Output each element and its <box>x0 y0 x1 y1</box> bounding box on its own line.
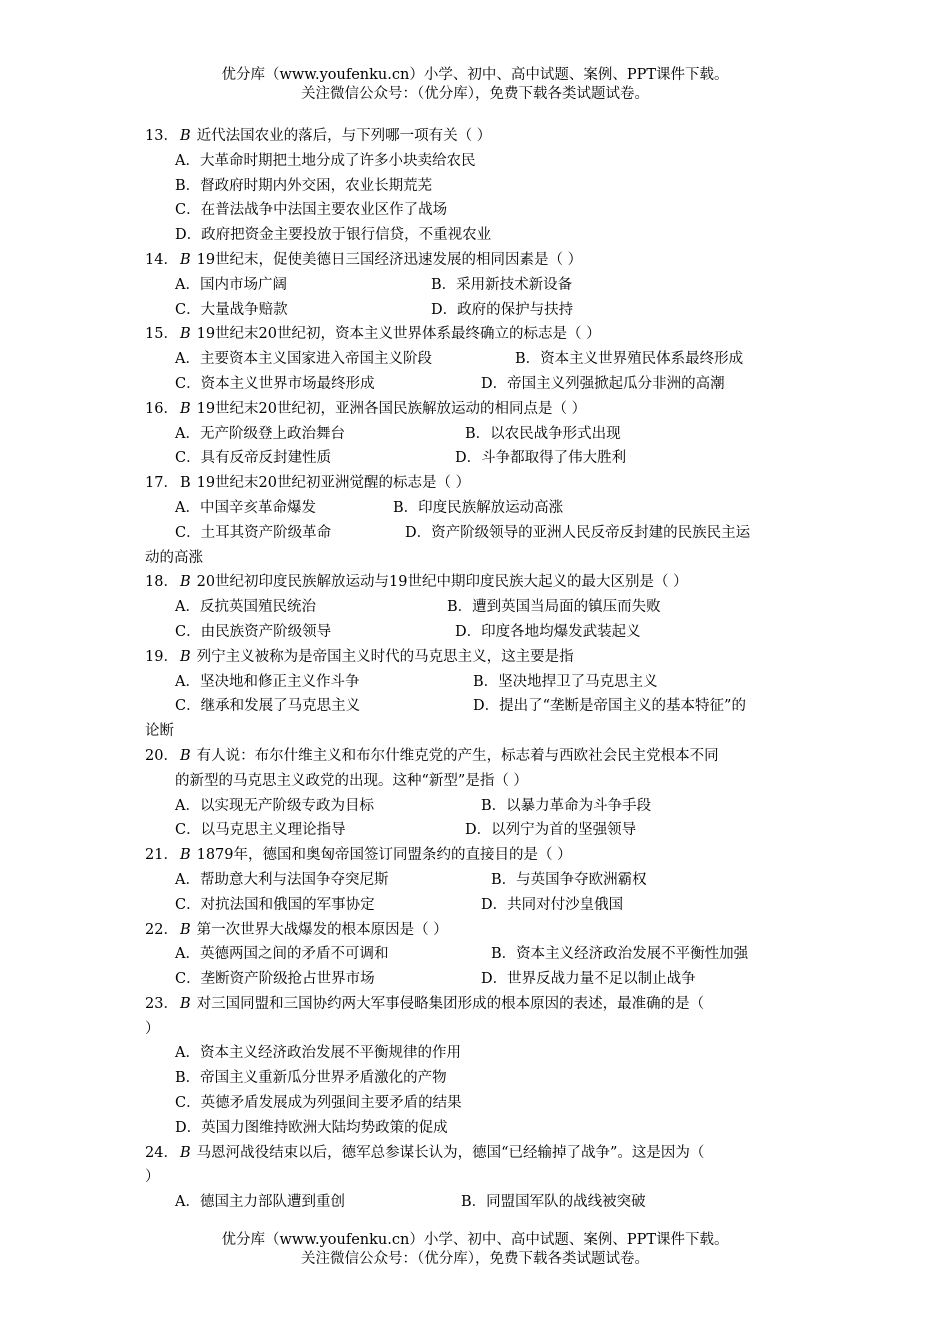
question-19-option-d-continued: 论断 <box>145 723 174 740</box>
question-16-options-ab <box>145 422 810 447</box>
question-22-options-ab <box>145 942 810 967</box>
question-17-option-d-continued: 动的高涨 <box>145 549 203 566</box>
question-21-option-d: D．共同对付沙皇俄国 <box>481 896 624 913</box>
question-16-stem: 16． B 19世纪末20世纪初，亚洲各国民族解放运动的相同点是（ ） <box>145 400 587 417</box>
question-22-option-b: B．资本主义经济政治发展不平衡性加强 <box>491 946 749 963</box>
footer-line-1: 优分库（www.youfenku.cn）小学、初中、高中试题、案例、PPT课件下载。 <box>221 1232 729 1248</box>
question-18-stem: 18． B 20世纪初印度民族解放运动与19世纪中期印度民族大起义的最大区别是（ ） <box>145 574 688 591</box>
question-21-option-c: C．对抗法国和俄国的军事协定 <box>175 896 375 913</box>
question-20-options-cd <box>145 818 810 843</box>
question-20-option-d: D．以列宁为首的坚强领导 <box>465 822 637 839</box>
question-15-option-c: C．资本主义世界市场最终形成 <box>175 375 375 392</box>
question-17-options-cd <box>145 521 810 546</box>
question-23-stem: 23． B 对三国同盟和三国协约两大军事侵略集团形成的根本原因的表述，最准确的是（ <box>145 995 705 1012</box>
question-14-stem: 14． B 19世纪末，促使美德日三国经济迅速发展的相同因素是（ ） <box>145 251 583 268</box>
question-21-options-ab <box>145 868 810 893</box>
question-24-option-b: B．同盟国军队的战线被突破 <box>461 1194 646 1211</box>
question-16-option-d: D．斗争都取得了伟大胜利 <box>455 450 627 467</box>
question-13-option-a: A．大革命时期把土地分成了许多小块卖给农民 <box>175 152 476 169</box>
question-18-option-a: A．反抗英国殖民统治 <box>175 599 316 616</box>
question-14-option-c: C．大量战争赔款 <box>175 301 288 318</box>
question-13-stem: 13． B 近代法国农业的落后，与下列哪一项有关（ ） <box>145 128 492 144</box>
question-20-options-ab <box>145 794 810 819</box>
question-17-option-a: A．中国辛亥革命爆发 <box>175 499 316 516</box>
question-17-options-ab <box>145 496 810 521</box>
question-22-options-cd <box>145 967 810 992</box>
question-list <box>145 124 810 1215</box>
question-19-option-a: A．坚决地和修正主义作斗争 <box>175 673 360 690</box>
question-16-options-cd <box>145 446 810 471</box>
question-18-option-c: C．由民族资产阶级领导 <box>175 623 332 640</box>
question-15-stem: 15． B 19世纪末20世纪初，资本主义世界体系最终确立的标志是（ ） <box>145 326 601 343</box>
header-line-1: 优分库（www.youfenku.cn）小学、初中、高中试题、案例、PPT课件下载。 <box>221 67 729 83</box>
question-15-option-d: D．帝国主义列强掀起瓜分非洲的高潮 <box>481 375 725 392</box>
question-22-option-d: D．世界反战力量不足以制止战争 <box>481 971 696 988</box>
question-14-option-a: A．国内市场广阔 <box>175 276 287 293</box>
question-13-option-d: D．政府把资金主要投放于银行信贷，不重视农业 <box>175 227 492 244</box>
footer-line-2: 关注微信公众号：（优分库），免费下载各类试题试卷。 <box>301 1251 649 1267</box>
question-22-stem: 22． B 第一次世界大战爆发的根本原因是（ ） <box>145 921 448 938</box>
question-18-options-cd <box>145 620 810 645</box>
question-20-stem: 20． B 有人说：布尔什维主义和布尔什维克党的产生，标志着与西欧社会民主党根本不同 <box>145 747 719 764</box>
question-15-option-b: B．资本主义世界殖民体系最终形成 <box>515 351 744 368</box>
question-19-option-b: B．坚决地捍卫了马克思主义 <box>473 673 658 690</box>
footer-banner <box>0 1231 950 1269</box>
question-14-options-cd <box>145 298 810 323</box>
question-16-option-b: B．以农民战争形式出现 <box>465 425 621 442</box>
question-15-option-a: A．主要资本主义国家进入帝国主义阶段 <box>175 351 432 368</box>
question-19-stem: 19． B 列宁主义被称为是帝国主义时代的马克思主义，这主要是指 <box>145 648 574 665</box>
question-13-option-c: C．在普法战争中法国主要农业区作了战场 <box>175 202 448 219</box>
question-24-option-a: A．德国主力部队遭到重创 <box>175 1194 345 1211</box>
question-20-stem-continued: 的新型的马克思主义政党的出现。这种“新型”是指（ ） <box>175 772 528 789</box>
question-18-options-ab <box>145 595 810 620</box>
question-17-option-b: B．印度民族解放运动高涨 <box>393 499 564 516</box>
question-14-options-ab <box>145 273 810 298</box>
question-17-option-d: D．资产阶级领导的亚洲人民反帝反封建的民族民主运 <box>405 524 751 541</box>
question-23-option-b: B．帝国主义重新瓜分世界矛盾激化的产物 <box>175 1070 447 1087</box>
question-16-option-a: A．无产阶级登上政治舞台 <box>175 425 345 442</box>
question-21-option-a: A．帮助意大利与法国争夺突尼斯 <box>175 871 389 888</box>
question-21-option-b: B．与英国争夺欧洲霸权 <box>491 871 647 888</box>
question-15-options-cd <box>145 372 810 397</box>
header-banner <box>0 66 950 104</box>
question-22-option-a: A．英德两国之间的矛盾不可调和 <box>175 946 389 963</box>
question-14-option-d: D．政府的保护与扶持 <box>431 301 574 318</box>
question-23-stem-continued: ） <box>145 1020 160 1037</box>
question-16-option-c: C．具有反帝反封建性质 <box>175 450 332 467</box>
question-24-stem: 24． B 马恩河战役结束以后，德军总参谋长认为，德国“已经输掉了战争”。这是因为（ <box>145 1144 705 1161</box>
question-20-option-a: A．以实现无产阶级专政为目标 <box>175 797 374 814</box>
question-24-stem-continued: ） <box>145 1169 160 1186</box>
question-23-option-d: D．英国力图维持欧洲大陆均势政策的促成 <box>175 1119 448 1136</box>
question-22-option-c: C．垄断资产阶级抢占世界市场 <box>175 971 375 988</box>
question-20-option-c: C．以马克思主义理论指导 <box>175 822 346 839</box>
question-18-option-b: B．遭到英国当局面的镇压而失败 <box>447 599 661 616</box>
question-20-option-b: B．以暴力革命为斗争手段 <box>481 797 652 814</box>
question-23-option-c: C．英德矛盾发展成为列强间主要矛盾的结果 <box>175 1095 462 1112</box>
question-23-option-a: A．资本主义经济政治发展不平衡规律的作用 <box>175 1045 461 1062</box>
question-17-option-c: C．土耳其资产阶级革命 <box>175 524 332 541</box>
question-19-options-ab <box>145 670 810 695</box>
header-line-2: 关注微信公众号：（优分库），免费下载各类试题试卷。 <box>301 86 649 102</box>
question-13-option-b: B．督政府时期内外交困，农业长期荒芜 <box>175 177 433 194</box>
question-24-options-ab <box>145 1190 810 1215</box>
question-14-option-b: B．采用新技术新设备 <box>431 276 573 293</box>
question-15-options-ab <box>145 347 810 372</box>
question-19-option-c: C．继承和发展了马克思主义 <box>175 698 361 715</box>
question-19-option-d: D．提出了“垄断是帝国主义的基本特征”的 <box>473 698 746 715</box>
question-21-stem: 21． B 1879年，德国和奥匈帝国签订同盟条约的直接目的是（ ） <box>145 847 572 864</box>
question-18-option-d: D．印度各地均爆发武装起义 <box>455 623 641 640</box>
question-19-options-cd <box>145 694 810 719</box>
question-17-stem: 17． B 19世纪末20世纪初亚洲觉醒的标志是（ ） <box>145 475 471 492</box>
question-21-options-cd <box>145 893 810 918</box>
